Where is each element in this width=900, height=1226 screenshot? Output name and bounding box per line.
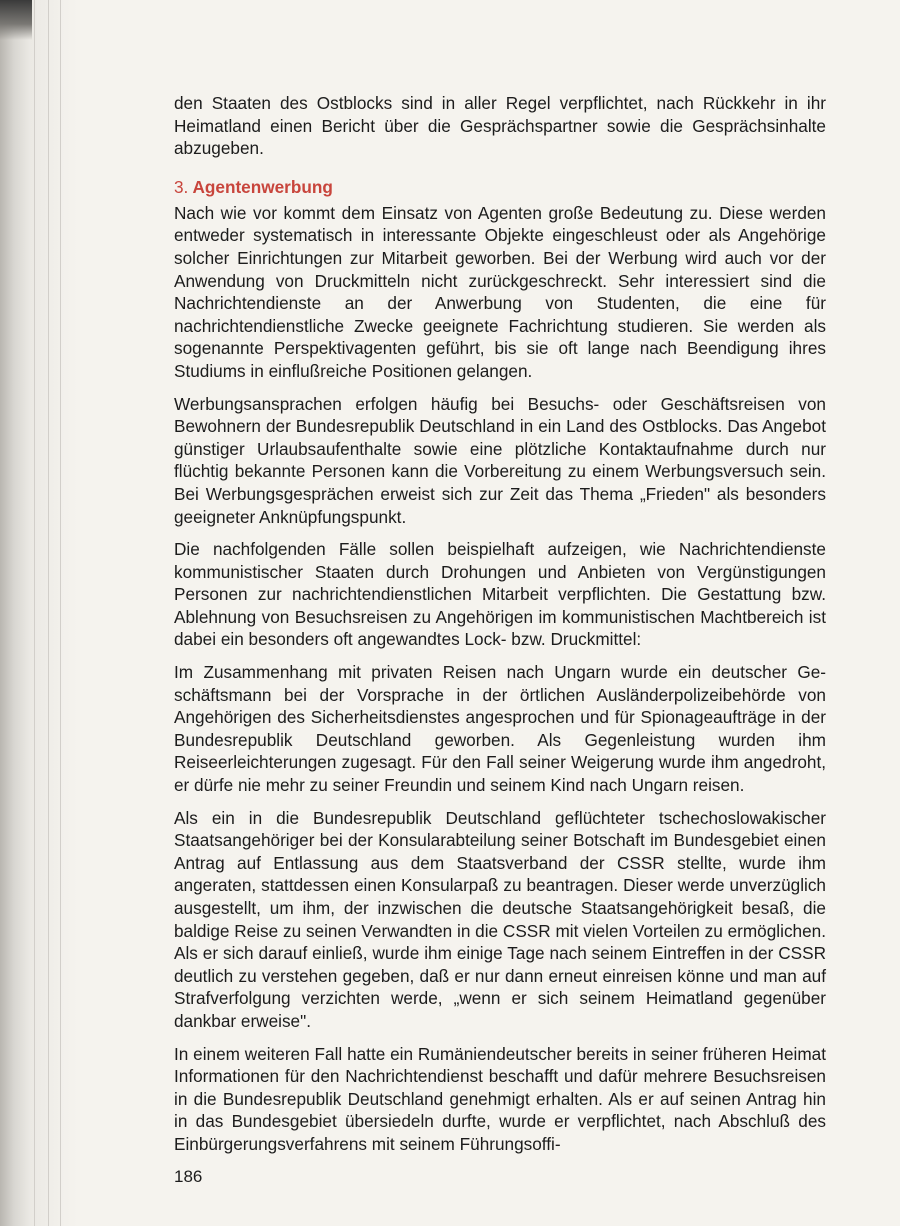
book-spine-shadow — [0, 0, 78, 1226]
section-heading — [174, 176, 826, 198]
paragraph: Im Zusammenhang mit privaten Reisen nach Ungarn wurde ein deutscher Geschäftsmann bei der Vorsprache in der örtlichen Ausländerpolizeibehörde von Angehörigen des Sicherheitsdienstes angesprochen und für Spionageaufträge in der Bundesrepublik Deutschland geworben. Als Gegenleistung wurden ihm Reiseerleichterungen zugesagt. Für den Fall seiner Weigerung wurde ihm angedroht, er dürfe nie mehr zu seiner Freundin und seinem Kind nach Ungarn reisen. — [174, 662, 826, 796]
spine-edge-shadow — [0, 0, 32, 40]
page-edge-line — [60, 0, 61, 1226]
page-number: 186 — [174, 1167, 203, 1186]
page-edge-line — [34, 0, 35, 1226]
section-title: Agentenwerbung — [192, 176, 333, 197]
text-column — [174, 92, 826, 1166]
paragraph: Als ein in die Bundesrepublik Deutschland geflüchteter tschechoslowakischer Staatsangehöriger bei der Konsularabteilung seiner Botschaft im Bundesgebiet einen Antrag auf Entlassung aus dem Staatsverband der CSSR stellte, wurde ihm angeraten, stattdessen einen Konsularpaß zu beantragen. Dieser werde unverzüglich ausgestellt, um ihm, der inzwischen die deutsche Staatsangehörigkeit besaß, die baldige Reise zu seinen Verwandten in die CSSR mit vielen Vorteilen zu ermöglichen. Als er sich darauf einließ, wurde ihm einige Tage nach seinem Eintreffen in der CSSR deutlich zu verstehen gegeben, daß er nur dann erneut einreisen könne und man auf Strafverfolgung verzichten werde, „wenn er sich seinem Heimatland gegenüber dankbar erweise". — [174, 807, 826, 1031]
page-edge-line — [48, 0, 49, 1226]
paragraph: Werbungsansprachen erfolgen häufig bei Besuchs- oder Geschäftsreisen von Bewohnern der Bundesrepublik Deutschland in ein Land des Ostblocks. Das Angebot günstiger Urlaubsaufenthalte sowie eine plötzliche Kontaktaufnahme durch nur flüchtig bekannte Personen kann die Vorbereitung zu einem Werbungsversuch sein. Bei Werbungsgesprächen erweist sich zur Zeit das Thema „Frieden" als besonders geeigneter Anknüpfungspunkt. — [174, 393, 826, 527]
section-number: 3. — [174, 176, 189, 197]
paragraph-intro: den Staaten des Ostblocks sind in aller Regel verpflichtet, nach Rückkehr in ihr Heimatland einen Bericht über die Gesprächspartner sowie die Gesprächsinhalte abzugeben. — [174, 93, 826, 159]
paragraph: Nach wie vor kommt dem Einsatz von Agenten große Bedeutung zu. Diese werden entweder systematisch in interessante Objekte eingeschleust oder als Angehörige solcher Einrichtungen zur Mitarbeit geworben. Bei der Werbung wird auch vor der Anwendung von Druckmitteln nicht zurückgeschreckt. Sehr interessiert sind die Nachrichtendienste an der Anwerbung von Studenten, die eine für nachrichtendienstliche Zwecke geeignete Fachrichtung studieren. Sie werden als sogenannte Perspektivagenten geführt, bis sie oft lange nach Beendigung ihres Studiums in einflußreiche Positionen gelangen. — [174, 202, 826, 381]
paragraph: In einem weiteren Fall hatte ein Rumäniendeutscher bereits in seiner früheren Heimat Informationen für den Nachrichtendienst beschafft und dafür mehrere Besuchsreisen in die Bundesrepublik Deutschland genehmigt erhalten. Als er auf seinen Antrag hin in das Bundesgebiet übersiedeln durfte, wurde er verpflichtet, nach Abschluß des Einbürgerungsverfahrens mit seinem Führungsoffi- — [174, 1043, 826, 1154]
paragraph: Die nachfolgenden Fälle sollen beispielhaft aufzeigen, wie Nachrichtendienste kommunistischer Staaten durch Drohungen und Anbieten von Vergünstigungen Personen zur nachrichtendienstlichen Mitarbeit verpflichten. Die Gestattung bzw. Ablehnung von Besuchsreisen zu Angehörigen im kommunistischen Machtbereich ist dabei ein besonders oft angewandtes Lock- bzw. Druckmittel: — [174, 539, 826, 650]
